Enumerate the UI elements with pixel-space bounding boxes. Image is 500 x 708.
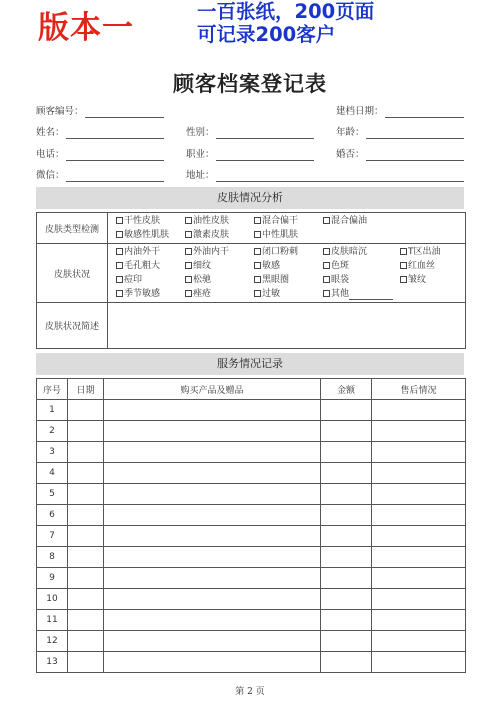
table-row <box>37 631 466 652</box>
table-cell[interactable] <box>321 526 372 547</box>
checkbox-icon[interactable] <box>116 248 123 255</box>
checkbox-icon[interactable] <box>400 262 407 269</box>
checkbox-label: 干性皮肤 <box>124 216 161 226</box>
checkbox-icon[interactable] <box>185 262 192 269</box>
checkbox-icon[interactable] <box>254 262 261 269</box>
service-record-table <box>36 378 466 673</box>
wechat-field[interactable] <box>36 169 164 182</box>
marital-label: 婚否： <box>336 149 365 160</box>
checkbox-option[interactable] <box>400 260 460 272</box>
col-header-products: 购买产品及赠品 <box>104 379 321 400</box>
checkbox-icon[interactable] <box>400 276 407 283</box>
option-spacer <box>400 215 460 227</box>
skin-summary-input[interactable] <box>108 303 466 349</box>
table-row <box>37 610 466 631</box>
checkbox-icon[interactable] <box>323 248 330 255</box>
table-row <box>37 400 466 421</box>
table-cell[interactable] <box>68 631 104 652</box>
skin-condition-options <box>116 246 461 300</box>
checkbox-icon[interactable] <box>323 276 330 283</box>
row-number: 9 <box>37 568 68 589</box>
table-cell[interactable] <box>372 568 466 589</box>
checkbox-icon[interactable] <box>116 262 123 269</box>
table-cell[interactable] <box>68 421 104 442</box>
row-number: 2 <box>37 421 68 442</box>
table-row <box>37 505 466 526</box>
checkbox-option[interactable] <box>185 215 254 227</box>
table-cell[interactable] <box>104 484 321 505</box>
checkbox-label: 皱纹 <box>408 275 427 285</box>
gender-label: 性别： <box>186 127 215 138</box>
table-cell[interactable] <box>321 631 372 652</box>
page-number: 第 2 页 <box>235 687 265 697</box>
service-section-heading: 服务情况记录 <box>36 353 464 375</box>
checkbox-option[interactable] <box>116 229 185 241</box>
table-cell[interactable] <box>104 526 321 547</box>
table-cell[interactable] <box>321 610 372 631</box>
table-cell[interactable] <box>372 442 466 463</box>
table-row <box>37 547 466 568</box>
checkbox-icon[interactable] <box>254 217 261 224</box>
table-cell[interactable] <box>372 505 466 526</box>
table-cell[interactable] <box>68 547 104 568</box>
row-number: 4 <box>37 463 68 484</box>
customer-no-field[interactable] <box>36 105 164 118</box>
checkbox-option[interactable] <box>254 246 323 258</box>
age-field[interactable] <box>336 126 464 139</box>
table-cell[interactable] <box>372 631 466 652</box>
created-date-field[interactable] <box>336 105 464 118</box>
table-row <box>37 421 466 442</box>
created-date-label: 建档日期： <box>336 106 384 117</box>
checkbox-option[interactable] <box>254 260 323 272</box>
checkbox-label: 痤疮 <box>193 289 212 299</box>
checkbox-label: 内油外干 <box>124 247 161 257</box>
checkbox-label: 皮肤暗沉 <box>331 247 368 257</box>
skin-condition-label: 皮肤状况 <box>37 244 108 303</box>
table-cell[interactable] <box>372 652 466 673</box>
skin-type-options <box>116 215 461 241</box>
checkbox-icon[interactable] <box>254 276 261 283</box>
phone-label: 电话： <box>36 149 65 160</box>
checkbox-option[interactable] <box>185 260 254 272</box>
checkbox-icon[interactable] <box>116 217 123 224</box>
table-cell[interactable] <box>321 589 372 610</box>
checkbox-label: T区出油 <box>408 247 441 257</box>
checkbox-label: 激素皮肤 <box>193 230 230 240</box>
table-cell[interactable] <box>372 484 466 505</box>
table-cell[interactable] <box>321 400 372 421</box>
table-cell[interactable] <box>68 463 104 484</box>
table-cell[interactable] <box>68 484 104 505</box>
checkbox-label: 中性肌肤 <box>262 230 299 240</box>
table-cell[interactable] <box>372 400 466 421</box>
table-cell[interactable] <box>104 547 321 568</box>
table-cell[interactable] <box>104 589 321 610</box>
table-cell[interactable] <box>321 652 372 673</box>
checkbox-label: 闭口粉刺 <box>262 247 299 257</box>
row-number: 7 <box>37 526 68 547</box>
row-number: 8 <box>37 547 68 568</box>
checkbox-label: 过敏 <box>262 289 281 299</box>
table-cell[interactable] <box>68 505 104 526</box>
checkbox-label: 混合偏干 <box>262 216 299 226</box>
checkbox-option[interactable] <box>323 246 400 258</box>
row-number: 11 <box>37 610 68 631</box>
row-number: 5 <box>37 484 68 505</box>
skin-section-heading: 皮肤情况分析 <box>36 187 464 209</box>
table-cell[interactable] <box>321 568 372 589</box>
table-cell[interactable] <box>321 463 372 484</box>
checkbox-label: 细纹 <box>193 261 212 271</box>
phone-field[interactable] <box>36 148 164 161</box>
address-label: 地址： <box>186 170 215 181</box>
skin-type-label: 皮肤类型检测 <box>37 213 108 244</box>
table-cell[interactable] <box>372 610 466 631</box>
checkbox-icon[interactable] <box>254 290 261 297</box>
checkbox-label: 眼袋 <box>331 275 350 285</box>
table-cell[interactable] <box>68 442 104 463</box>
checkbox-option[interactable] <box>185 274 254 286</box>
skin-summary-label: 皮肤状况简述 <box>37 303 108 349</box>
table-cell[interactable] <box>372 421 466 442</box>
checkbox-option[interactable] <box>185 229 254 241</box>
checkbox-option[interactable] <box>116 246 185 258</box>
job-field[interactable] <box>186 148 314 161</box>
checkbox-option[interactable] <box>116 215 185 227</box>
address-field[interactable] <box>186 169 464 182</box>
table-cell[interactable] <box>104 568 321 589</box>
other-input-line[interactable] <box>349 290 393 300</box>
table-cell[interactable] <box>104 652 321 673</box>
checkbox-icon[interactable] <box>254 248 261 255</box>
checkbox-option[interactable] <box>323 260 400 272</box>
col-header-amount: 金额 <box>321 379 372 400</box>
row-number: 1 <box>37 400 68 421</box>
table-cell[interactable] <box>68 652 104 673</box>
table-cell[interactable] <box>68 526 104 547</box>
table-cell[interactable] <box>68 610 104 631</box>
table-cell[interactable] <box>68 400 104 421</box>
customer-no-label: 顾客编号： <box>36 106 84 117</box>
checkbox-option[interactable] <box>323 215 400 227</box>
spec-line-2: 可记录200客户 <box>197 23 336 46</box>
table-cell[interactable] <box>372 589 466 610</box>
checkbox-icon[interactable] <box>185 290 192 297</box>
checkbox-option[interactable] <box>185 288 254 300</box>
gender-field[interactable] <box>186 126 314 139</box>
table-cell[interactable] <box>321 421 372 442</box>
checkbox-option[interactable] <box>323 288 400 300</box>
table-cell[interactable] <box>104 421 321 442</box>
checkbox-label: 油性皮肤 <box>193 216 230 226</box>
checkbox-icon[interactable] <box>185 217 192 224</box>
table-cell[interactable] <box>68 568 104 589</box>
skin-analysis-table <box>36 212 466 349</box>
checkbox-option[interactable] <box>254 288 323 300</box>
table-cell[interactable] <box>104 463 321 484</box>
spec-banner <box>197 0 497 46</box>
table-cell[interactable] <box>104 505 321 526</box>
table-row <box>37 484 466 505</box>
wechat-label: 微信： <box>36 170 65 181</box>
checkbox-label: 毛孔粗大 <box>124 261 161 271</box>
spec-line-1: 一百张纸，200页面 <box>197 0 375 23</box>
checkbox-label: 其他 <box>331 289 350 299</box>
version-banner: 版本一 <box>38 10 134 46</box>
checkbox-label: 松驰 <box>193 275 212 285</box>
table-cell[interactable] <box>321 484 372 505</box>
row-number: 6 <box>37 505 68 526</box>
checkbox-label: 外油内干 <box>193 247 230 257</box>
checkbox-option[interactable] <box>116 274 185 286</box>
checkbox-icon[interactable] <box>116 290 123 297</box>
table-cell[interactable] <box>104 442 321 463</box>
col-header-date: 日期 <box>68 379 104 400</box>
table-cell[interactable] <box>321 505 372 526</box>
table-cell[interactable] <box>104 631 321 652</box>
checkbox-option[interactable] <box>116 260 185 272</box>
checkbox-label: 敏感性肌肤 <box>124 230 170 240</box>
name-label: 姓名： <box>36 127 65 138</box>
checkbox-option[interactable] <box>254 274 323 286</box>
checkbox-option[interactable] <box>323 274 400 286</box>
checkbox-label: 痘印 <box>124 275 143 285</box>
col-header-after-sales: 售后情况 <box>372 379 466 400</box>
table-row <box>37 589 466 610</box>
checkbox-option[interactable] <box>254 215 323 227</box>
table-cell[interactable] <box>372 463 466 484</box>
page-title: 顾客档案登记表 <box>173 72 327 96</box>
checkbox-icon[interactable] <box>254 231 261 238</box>
checkbox-icon[interactable] <box>185 276 192 283</box>
job-label: 职业： <box>186 149 215 160</box>
checkbox-icon[interactable] <box>323 217 330 224</box>
table-row <box>37 568 466 589</box>
checkbox-icon[interactable] <box>185 231 192 238</box>
table-row <box>37 526 466 547</box>
checkbox-option[interactable] <box>116 288 185 300</box>
table-row <box>37 652 466 673</box>
checkbox-icon[interactable] <box>323 290 330 297</box>
checkbox-icon[interactable] <box>185 248 192 255</box>
table-cell[interactable] <box>104 400 321 421</box>
table-cell[interactable] <box>372 547 466 568</box>
table-cell[interactable] <box>68 589 104 610</box>
checkbox-option[interactable] <box>400 246 460 258</box>
row-number: 12 <box>37 631 68 652</box>
table-cell[interactable] <box>321 547 372 568</box>
checkbox-option[interactable] <box>185 246 254 258</box>
checkbox-label: 混合偏油 <box>331 216 368 226</box>
name-field[interactable] <box>36 126 164 139</box>
checkbox-label: 色斑 <box>331 261 350 271</box>
row-number: 3 <box>37 442 68 463</box>
table-cell[interactable] <box>372 526 466 547</box>
checkbox-label: 敏感 <box>262 261 281 271</box>
checkbox-label: 季节敏感 <box>124 289 161 299</box>
col-header-no: 序号 <box>37 379 68 400</box>
checkbox-label: 红血丝 <box>408 261 436 271</box>
checkbox-label: 黑眼圈 <box>262 275 290 285</box>
checkbox-option[interactable] <box>254 229 323 241</box>
row-number: 10 <box>37 589 68 610</box>
table-row <box>37 442 466 463</box>
checkbox-icon[interactable] <box>323 262 330 269</box>
checkbox-icon[interactable] <box>116 231 123 238</box>
table-cell[interactable] <box>321 442 372 463</box>
marital-field[interactable] <box>336 148 464 161</box>
table-row <box>37 463 466 484</box>
checkbox-icon[interactable] <box>116 276 123 283</box>
checkbox-icon[interactable] <box>400 248 407 255</box>
row-number: 13 <box>37 652 68 673</box>
age-label: 年龄： <box>336 127 365 138</box>
table-cell[interactable] <box>104 610 321 631</box>
checkbox-option[interactable] <box>400 274 460 286</box>
